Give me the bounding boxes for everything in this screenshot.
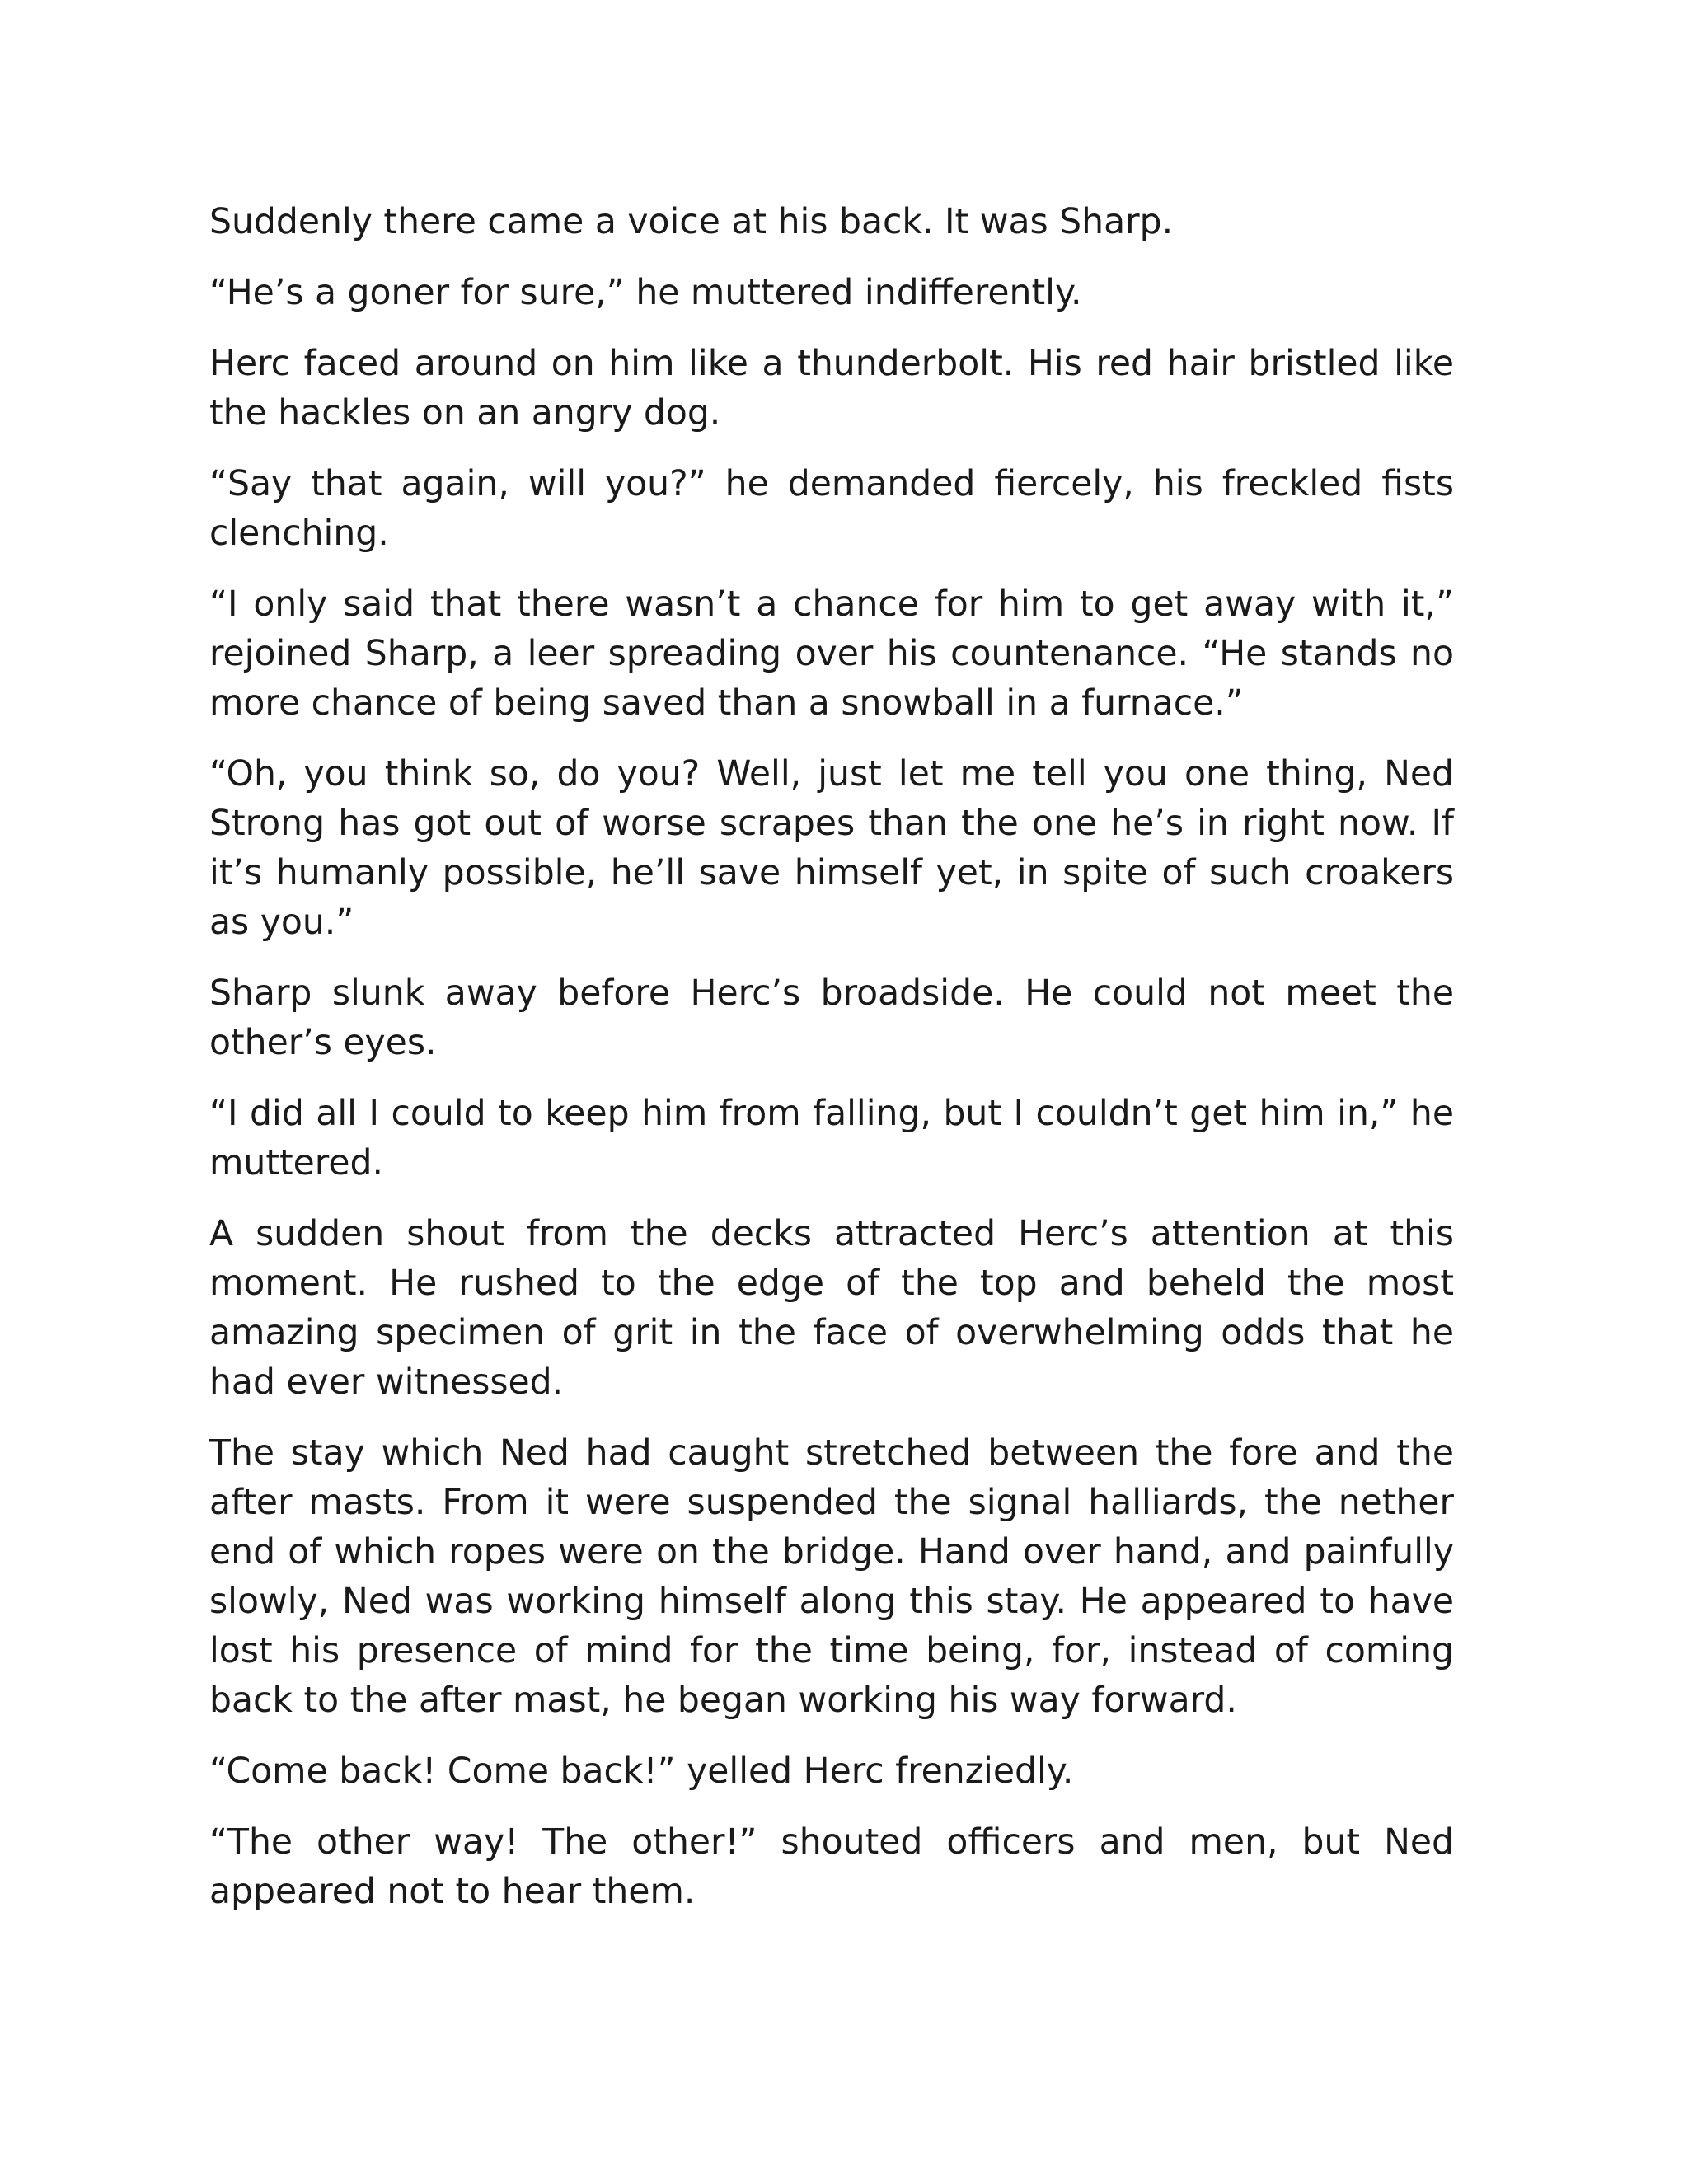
- paragraph: “I only said that there wasn’t a chance for him to get away with it,” rejoined Sharp, a leer spreading over his countenance. “He stands no more chance of being saved than a snowball in a furnace.”: [209, 584, 1454, 724]
- paragraph: “Come back! Come back!” yelled Herc frenziedly.: [209, 1751, 1074, 1792]
- paragraph: “The other way! The other!” shouted officers and men, but Ned appeared not to hear them.: [209, 1822, 1454, 1912]
- paragraph: A sudden shout from the decks attracted Herc’s attention at this moment. He rushed to the edge of the top and beheld the most amazing specimen of grit in the face of overwhelming odds that he had ever witnessed.: [209, 1214, 1454, 1403]
- paragraph: The stay which Ned had caught stretched between the fore and the after masts. From it were suspended the signal halliards, the nether end of which ropes were on the bridge. Hand over hand, and painfully slowly, Ned was working himself along this stay. He appeared to have lost his presence of mind for the time being, for, instead of coming back to the after mast, he began working his way forward.: [209, 1433, 1454, 1721]
- paragraph: “I did all I could to keep him from falling, but I couldn’t get him in,” he muttered.: [209, 1094, 1454, 1183]
- paragraph: “He’s a goner for sure,” he muttered indifferently.: [209, 273, 1082, 313]
- paragraph: “Say that again, will you?” he demanded fiercely, his freckled fists clenching.: [209, 464, 1454, 554]
- paragraph: Herc faced around on him like a thunderbolt. His red hair bristled like the hackles on an angry dog.: [209, 344, 1454, 434]
- paragraph: Sharp slunk away before Herc’s broadside. He could not meet the other’s eyes.: [209, 973, 1454, 1063]
- paragraph: Suddenly there came a voice at his back. It was Sharp.: [209, 202, 1174, 242]
- body-text: [209, 198, 1454, 1938]
- paragraph: “Oh, you think so, do you? Well, just let me tell you one thing, Ned Strong has got out of worse scrapes than the one he’s in right now. If it’s humanly possible, he’ll save himself yet, in spite of such croakers as you.”: [209, 754, 1454, 943]
